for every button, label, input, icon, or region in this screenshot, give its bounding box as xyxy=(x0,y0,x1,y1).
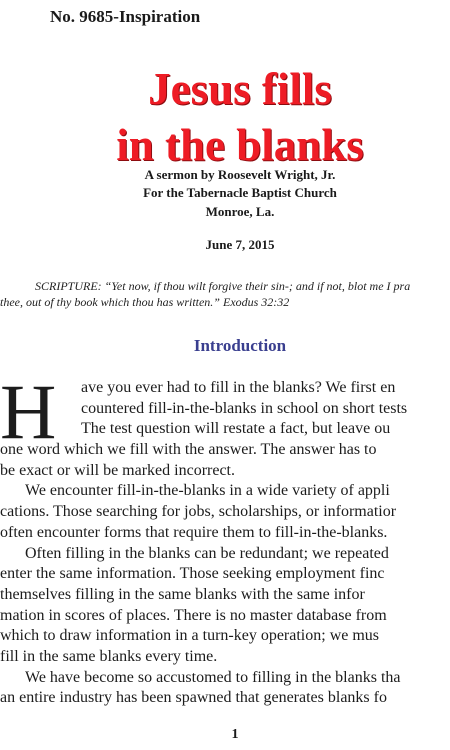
body-line: one word which we fill with the answer. The answer has to xyxy=(0,441,377,459)
scripture-line-2: thee, out of thy book which thou has written.” Exodus 32:32 xyxy=(0,295,290,309)
body-line: often encounter forms that require them to fill-in-the-blanks. xyxy=(0,523,388,541)
sermon-number: No. 9685-Inspiration xyxy=(50,7,201,26)
body-line: themselves filling in the same blanks with the same infor xyxy=(0,585,365,603)
byline-location: Monroe, La. xyxy=(205,204,275,219)
body-line: be exact or will be marked incorrect. xyxy=(0,461,235,479)
drop-cap: H xyxy=(0,368,57,455)
body-line: an entire industry has been spawned that generates blanks fo xyxy=(0,689,387,707)
body-line: fill in the same blanks every time. xyxy=(0,647,218,665)
body-line: We encounter fill-in-the-blanks in a wide variety of appli xyxy=(25,482,390,500)
body-line: The test question will restate a fact, but leave ou xyxy=(81,420,391,438)
body-line: countered fill-in-the-blanks in school on short tests xyxy=(81,399,408,417)
body-line: We have become so accustomed to filling in the blanks tha xyxy=(25,668,401,686)
body-line: Often filling in the blanks can be redundant; we repeated xyxy=(25,544,389,562)
body-line: cations. Those searching for jobs, scholarships, or informatior xyxy=(0,503,397,521)
page-number: 1 xyxy=(231,727,239,742)
sermon-date: June 7, 2015 xyxy=(205,237,275,252)
body-line: which to draw information in a turn-key operation; we mus xyxy=(0,627,380,645)
title-line-1: Jesus fills xyxy=(148,64,332,114)
body-line: ave you ever had to fill in the blanks? We first en xyxy=(81,379,396,396)
byline-author: A sermon by Roosevelt Wright, Jr. xyxy=(144,167,336,182)
byline-church: For the Tabernacle Baptist Church xyxy=(143,185,337,200)
body-line: enter the same information. Those seeking employment finc xyxy=(0,565,385,583)
scripture-block xyxy=(0,278,450,310)
scripture-line-1: SCRIPTURE: “Yet now, if thou wilt forgive their sin-; and if not, blot me I pra xyxy=(35,279,411,293)
section-heading: Introduction xyxy=(193,336,287,355)
body-line: mation in scores of places. There is no master database from xyxy=(0,606,387,624)
title-line-2: in the blanks xyxy=(116,120,364,170)
body-text xyxy=(0,368,450,709)
